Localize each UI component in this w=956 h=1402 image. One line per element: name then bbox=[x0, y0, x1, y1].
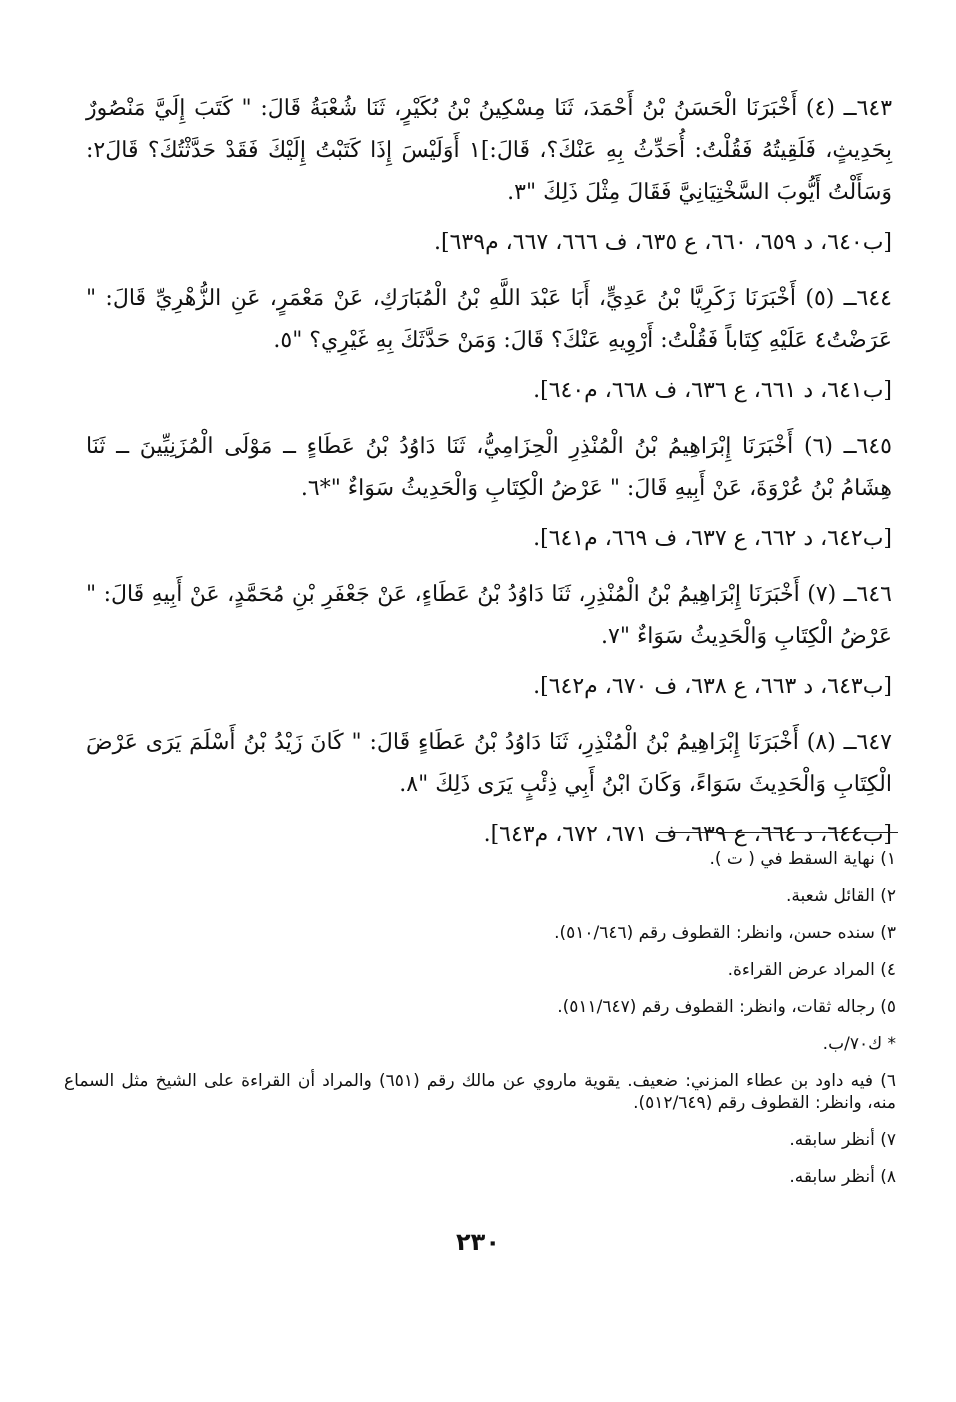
main-text bbox=[86, 88, 892, 870]
footnote: ٥) رجاله ثقات، وانظر: القطوف رقم (٥١١/٦٤٧). bbox=[557, 997, 896, 1017]
footnote: ١) نهاية السقط في ( ت ). bbox=[709, 849, 896, 869]
footnote-separator bbox=[658, 832, 898, 833]
hadith-643-text: ٦٤٣ــ (٤) أَخْبَرَنَا الْحَسَنُ بْنُ أَحْمَدَ، ثَنَا مِسْكِينُ بْنُ بُكَيْرٍ، ثَنَا شُعْبَةُ قَالَ: " كَتَبَ إِلَيَّ مَنْصُورٌ بِحَدِيثٍ، فَلَقِيتُهُ فَقُلْتُ: أُحَدِّثُ بِهِ عَنْكَ؟، قَالَ:]١ أَوَلَيْسَ إِذَا كَتَبْتُ إِلَيْكَ فَقَدْ حَدَّثْتُكَ؟ قَالَ٢: وَسَأَلْتُ أَيُّوبَ السَّخْتِيَانِيَّ فَقَالَ مِثْلَ ذَلِكَ "٣. bbox=[86, 96, 893, 205]
hadith-644-text: ٦٤٤ــ (٥) أَخْبَرَنَا زَكَرِيَّا بْنُ عَدِيٍّ، أَبَا عَبْدَ اللَّهِ بْنُ الْمُبَارَكِ، عَنْ مَعْمَرٍ، عَنِ الزُّهْرِيِّ قَالَ: " عَرَضْتُ٤ عَلَيْهِ كِتَاباً فَقُلْتُ: أَرْوِيهِ عَنْكَ؟ قَالَ: وَمَنْ حَدَّثَكَ بِهِ غَيْرِي؟ "٥. bbox=[86, 286, 892, 353]
footnote: * ك٧٠/ب. bbox=[822, 1034, 896, 1054]
hadith-647-text: ٦٤٧ــ (٨) أَخْبَرَنَا إِبْرَاهِيمُ بْنُ الْمُنْذِرِ، ثَنَا دَاوُدُ بْنُ عَطَاءٍ قَالَ: " كَانَ زَيْدُ بْنُ أَسْلَمَ يَرَى عَرْضَ الْكِتَابِ وَالْحَدِيثَ سَوَاءً، وَكَانَ ابْنُ أَبِي ذِئْبٍ يَرَى ذَلِكَ "٨. bbox=[86, 730, 892, 797]
footnote: ٦) فيه داود بن عطاء المزني: ضعيف. يقوية ماروي عن مالك رقم (٦٥١) والمراد أن القراءة على الشيخ مثل السماع منه، وانظر: القطوف رقم (٥١٢/٦٤٩). bbox=[64, 1071, 896, 1113]
hadith-645-text: ٦٤٥ــ (٦) أَخْبَرَنَا إِبْرَاهِيمُ بْنُ الْمُنْذِرِ الْحِزَامِيُّ، ثَنَا دَاوُدُ بْنُ عَطَاءٍ ــ مَوْلَى الْمُزَنِيِّينَ ــ ثَنَا هِشَامُ بْنُ عُرْوَةَ، عَنْ أَبِيهِ قَالَ: " عَرْضُ الْكِتَابِ وَالْحَدِيثُ سَوَاءٌ "*٦. bbox=[86, 434, 892, 501]
footnote: ٧) أنظر سابقه. bbox=[789, 1130, 896, 1150]
footnote: ٢) القائل شعبة. bbox=[786, 886, 896, 906]
hadith-645-references: [ب٦٤٢، د ٦٦٢، ع ٦٣٧، ف ٦٦٩، م٦٤١]. bbox=[533, 526, 892, 551]
hadith-646-references: [ب٦٤٣، د ٦٦٣، ع ٦٣٨، ف ٦٧٠، م٦٤٢]. bbox=[533, 674, 892, 699]
footnote: ٤) المراد عرض القراءة. bbox=[727, 960, 896, 980]
hadith-647-references: [ب٦٤٤، د ٦٦٤، ع ٦٣٩، ف ٦٧١، ٦٧٢، م٦٤٣]. bbox=[483, 822, 892, 847]
footnote: ٨) أنظر سابقه. bbox=[789, 1167, 896, 1187]
hadith-646-text: ٦٤٦ــ (٧) أَخْبَرَنَا إِبْرَاهِيمُ بْنُ الْمُنْذِرِ، ثَنَا دَاوُدُ بْنُ عَطَاءٍ، عَنْ جَعْفَرِ بْنِ مُحَمَّدٍ، عَنْ أَبِيهِ قَالَ: " عَرْضُ الْكِتَابِ وَالْحَدِيثُ سَوَاءٌ "٧. bbox=[86, 582, 892, 649]
hadith-643-references: [ب٦٤٠، د ٦٥٩، ٦٦٠، ع ٦٣٥، ف ٦٦٦، ٦٦٧، م٦٣٩]. bbox=[434, 230, 892, 255]
footnote: ٣) سنده حسن، وانظر: القطوف رقم (٥١٠/٦٤٦). bbox=[554, 923, 896, 943]
page-number: ٢٣٠ bbox=[456, 1228, 500, 1256]
footnotes bbox=[64, 848, 896, 1203]
hadith-644-references: [ب٦٤١، د ٦٦١، ع ٦٣٦، ف ٦٦٨، م٦٤٠]. bbox=[533, 378, 892, 403]
